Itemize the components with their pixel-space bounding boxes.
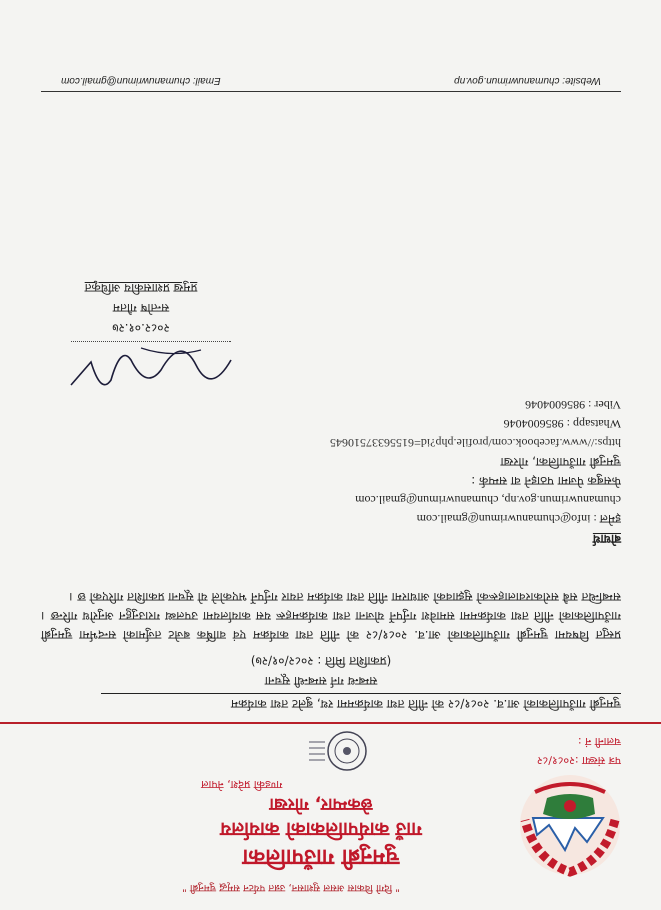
signature-line (71, 341, 231, 342)
letter-paragraph: प्रस्तुत विषयमा चुमनुब्री गाउँपालिकाको आ.व. २०८१/८२ को नीति तथा कार्यक्रम एवं वार्षिक बजेट तर्जुमाको सन्दर्भमा चुमनुब्री गाउँपालिकाको नीति तथा कार्यक्रममा समावेश गर्नुपर्ने योजना तथा कार्यक्रमहरू यस कार्यालयमा उपलब्ध गराउनुहुन अनुरोध गरिन्छ । सम्बन्धित सबै सरोकारवालाहरूको सुझावको आधारमा नीति तथा कार्यक्रम तयार गर्नुपर्ने भएकोले यो सूचना प्रकाशित गरिएको छ । (41, 590, 621, 642)
cc-heading: बोधार्थ (592, 532, 621, 546)
notice-title: सम्बन्ध गर्न सम्बन्धी सूचना (264, 674, 378, 688)
ref-number: पत्र संख्या :२०८१/८२ (536, 754, 621, 767)
office-motto: " दिगो विकास असल सुशासन, उन्नत पर्यटन समृद्ध चुमनुब्री " (182, 882, 400, 893)
office-name: गाउँ कार्यपालिकाको कार्यालय (220, 818, 422, 840)
office-location: छेकम्पार, गोरखा (269, 794, 373, 814)
location-line: चुमनुब्री गाउँपालिका, गोरखा (500, 455, 621, 469)
signature-block (51, 278, 231, 338)
signer-title: प्रमुख प्रशासकीय अधिकृत (84, 281, 198, 295)
dispatch-number: चलानी नं : (577, 735, 621, 748)
web-line: chumanuwrimun.gov.np, chumanuwrimun@gmail.com (355, 493, 621, 507)
office-stamp (309, 724, 369, 774)
footer-website[interactable]: Website: chumanuwrimun.gov.np (454, 75, 601, 86)
footer-email[interactable]: Email: chumanuwrimun@gmail.com (61, 75, 221, 86)
whatsapp-number: Whatsapp : 9856004046 (503, 417, 621, 431)
facebook-link[interactable]: https://www.facebook.com/profile.php?id=61556337510645 (330, 436, 621, 450)
province-name: गण्डकी प्रदेश, नेपाल (201, 778, 283, 791)
reference-block (537, 732, 621, 770)
signature-date: २०८२.०१.२७ (112, 321, 170, 335)
header-divider (0, 722, 661, 724)
signature-icon (61, 336, 241, 400)
footer-divider (41, 91, 621, 92)
letter-subject: चुमनुब्री गाउँपालिकाको आ.व. २०८१/८२ को नीति तथा कार्यक्रममा रथ, बुलेट तथा कार्यक्रम (101, 693, 621, 712)
municipality-name: चुमनुब्री गाउँपालिका (242, 844, 400, 869)
signer-name: सन्तोष गौतम (112, 301, 170, 315)
contact-block (221, 395, 621, 528)
nepal-emblem-icon (515, 766, 625, 880)
viber-number: Viber : 9856004046 (525, 398, 621, 412)
email-line: इमेल : info@chumanuwrimun@gmail.com (416, 512, 621, 526)
office-title-block (161, 776, 481, 870)
contact-line: फेसबुक पेजमा पठाइने वा सम्पर्क : (471, 474, 621, 488)
published-date: (प्रकाशित मिति : २०८२/०१/२७) (250, 654, 392, 668)
